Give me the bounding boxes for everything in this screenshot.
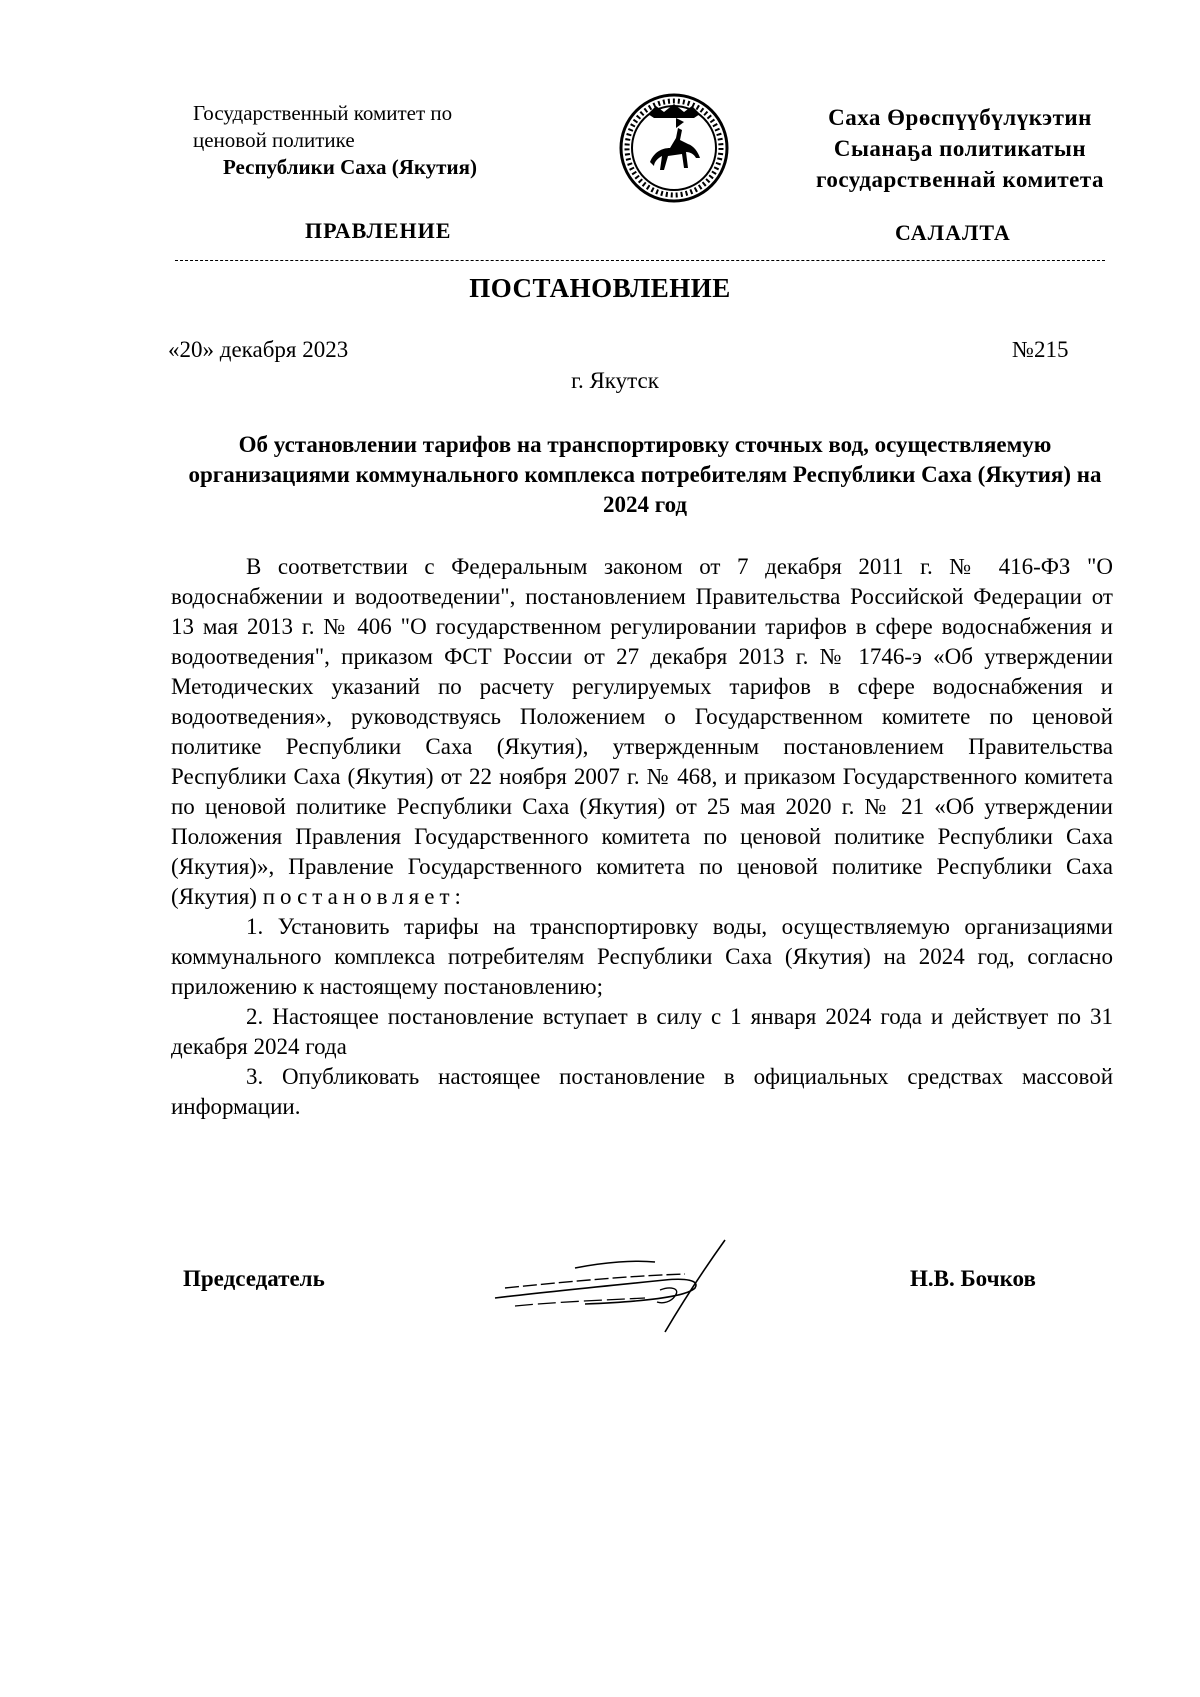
preamble-paragraph xyxy=(171,552,1113,912)
document-body xyxy=(171,552,1113,1122)
decree-word: постановляет: xyxy=(262,884,466,909)
document-subject: Об установлении тарифов на транспортировку сточных вод, осуществляемую организациями коммунального комплекса потребителям Республики Саха (Якутия) на 2024 год xyxy=(188,432,1102,517)
header-left-block xyxy=(193,100,553,181)
org-name-sah-line3: государственнай комитета xyxy=(816,167,1104,192)
item-1: 1. Установить тарифы на транспортировку воды, осуществляемую организациями коммунального комплекса потребителям Республики Саха (Якутия) на 2024 год, согласно приложению к настоящему постановлению; xyxy=(171,914,1113,999)
board-label-sah: САЛАЛТА xyxy=(895,220,1011,245)
signatory-name: Н.В. Бочков xyxy=(910,1266,1036,1291)
coat-of-arms-emblem xyxy=(618,92,730,204)
org-name-ru-line2: ценовой политике xyxy=(193,128,355,152)
document-city: г. Якутск xyxy=(571,368,659,393)
item-3: 3. Опубликовать настоящее постановление в официальных средствах массовой информации. xyxy=(171,1064,1113,1119)
org-name-sah-line1: Саха Өрөспүүбүлүкэтин xyxy=(828,105,1092,130)
header-right-block xyxy=(780,102,1140,195)
document-date: «20» декабря 2023 xyxy=(168,337,349,362)
board-label-ru: ПРАВЛЕНИЕ xyxy=(305,218,452,243)
header-divider xyxy=(175,260,1105,261)
item-2: 2. Настоящее постановление вступает в силу с 1 января 2024 года и действует по 31 декабря 2024 года xyxy=(171,1004,1113,1059)
document-number: №215 xyxy=(1012,337,1069,362)
handwritten-signature xyxy=(485,1228,785,1338)
org-name-sah-line2: Сыанаҕа политикатын xyxy=(833,136,1087,161)
document-title: ПОСТАНОВЛЕНИЕ xyxy=(469,273,731,303)
org-name-ru-line3: Республики Саха (Якутия) xyxy=(223,155,477,179)
org-name-ru-line1: Государственный комитет по xyxy=(193,101,453,125)
signatory-title: Председатель xyxy=(183,1266,325,1291)
preamble-text: В соответствии с Федеральным законом от 7 декабря 2011 г. № 416-ФЗ "О водоснабжении и водоотведении", постановлением Правительства Российской Федерации от 13 мая 2013 г. № 406 "О государственном регулировании тарифов в сфере водоснабжения и водоотведения", приказом ФСТ России от 27 декабря 2013 г. № 1746-э «Об утверждении Методических указаний по расчету регулируемых тарифов в сфере водоснабжения и водоотведения», руководствуясь Положением о Государственном комитете по ценовой политике Республики Саха (Якутия), утвержденным постановлением Правительства Республики Саха (Якутия) от 22 ноября 2007 г. № 468, и приказом Государственного комитета по ценовой политике Республики Саха (Якутия) от 25 мая 2020 г. № 21 «Об утверждении Положения Правления Государственного комитета по ценовой политике Республики Саха (Якутия)», Правление Государственного комитета по ценовой политике Республики Саха (Якутия) xyxy=(171,554,1113,909)
